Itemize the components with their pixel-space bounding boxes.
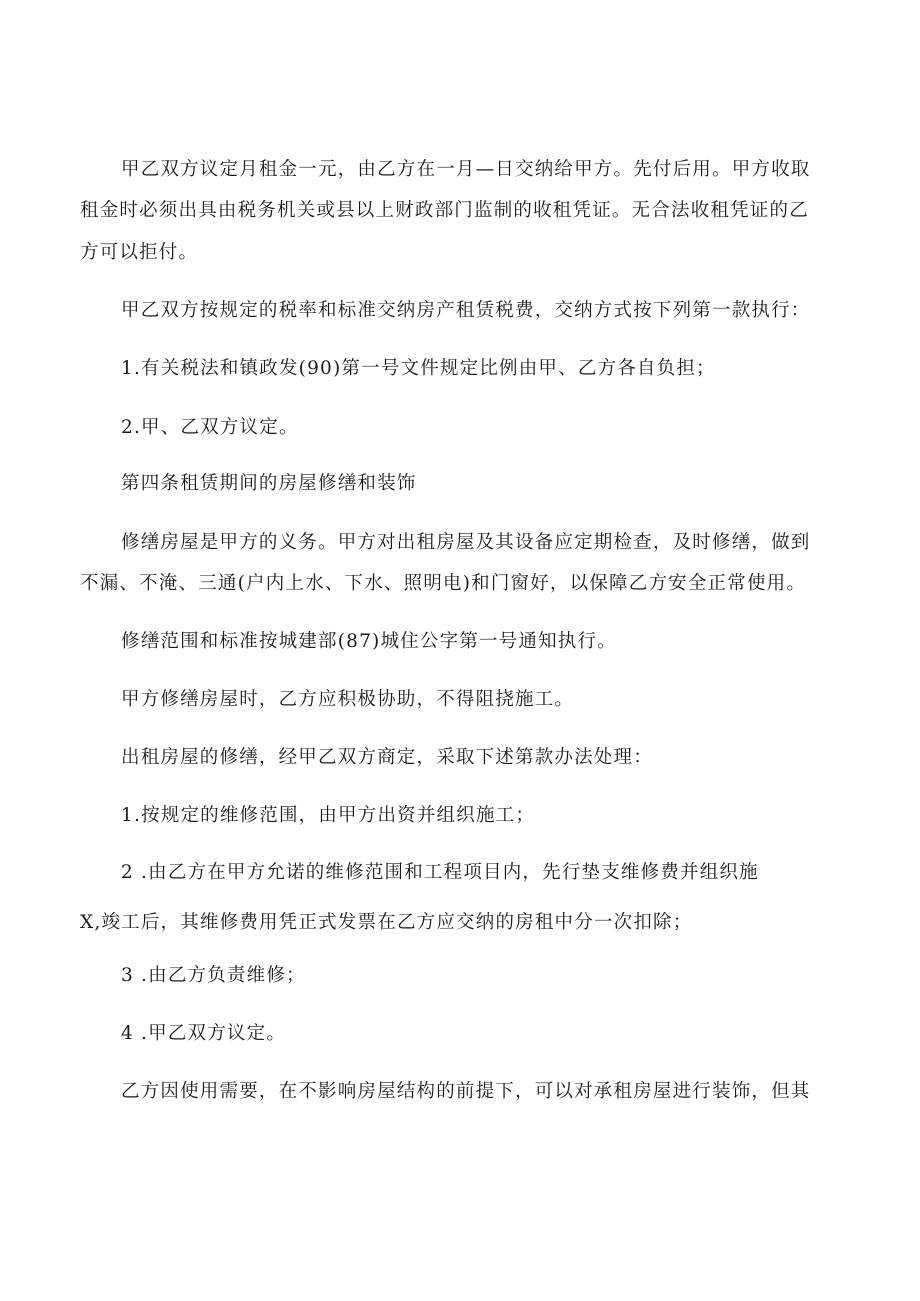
paragraph-line: 出租房屋的修缮，经甲乙双方商定，采取下述第款办法处理： bbox=[121, 747, 653, 768]
list-item-line: 4 .甲乙双方议定。 bbox=[121, 1023, 287, 1044]
list-item-line: 3 .由乙方负责维修； bbox=[121, 965, 306, 986]
paragraph-line: 乙方因使用需要，在不影响房屋结构的前提下，可以对承租房屋进行装饰，但其 bbox=[121, 1081, 811, 1102]
paragraph-line: 甲方修缮房屋时，乙方应积极协助，不得阻挠施工。 bbox=[121, 689, 575, 710]
paragraph-line: X,竣工后，其维修费用凭正式发票在乙方应交纳的房租中分一次扣除； bbox=[80, 912, 693, 933]
paragraph-line: 甲乙双方议定月租金一元，由乙方在一月—日交纳给甲方。先付后用。甲方收取 bbox=[121, 159, 811, 180]
list-item-line: 1.按规定的维修范围，由甲方出资并组织施工； bbox=[121, 805, 536, 826]
paragraph-line: 方可以拒付。 bbox=[80, 242, 199, 263]
list-item-line: 2 .由乙方在甲方允诺的维修范围和工程项目内，先行垫支维修费并组织施 bbox=[121, 862, 759, 883]
list-item-line: 2.甲、乙双方议定。 bbox=[121, 417, 299, 438]
paragraph-line: 不漏、不淹、三通(户内上水、下水、照明电)和门窗好，以保障乙方安全正常使用。 bbox=[80, 573, 807, 594]
paragraph-line: 租金时必须出具由税务机关或县以上财政部门监制的收租凭证。无合法收租凭证的乙 bbox=[80, 200, 809, 221]
section-heading: 第四条租赁期间的房屋修缮和装饰 bbox=[121, 473, 417, 494]
paragraph-line: 甲乙双方按规定的税率和标准交纳房产租赁税费，交纳方式按下列第一款执行： bbox=[121, 300, 811, 321]
list-item-line: 1.有关税法和镇政发(90)第一号文件规定比例由甲、乙方各自负担； bbox=[121, 358, 716, 379]
paragraph-line: 修缮范围和标准按城建部(87)城住公字第一号通知执行。 bbox=[121, 631, 617, 652]
paragraph-line: 修缮房屋是甲方的义务。甲方对出租房屋及其设备应定期检查，及时修缮，做到 bbox=[121, 532, 811, 553]
